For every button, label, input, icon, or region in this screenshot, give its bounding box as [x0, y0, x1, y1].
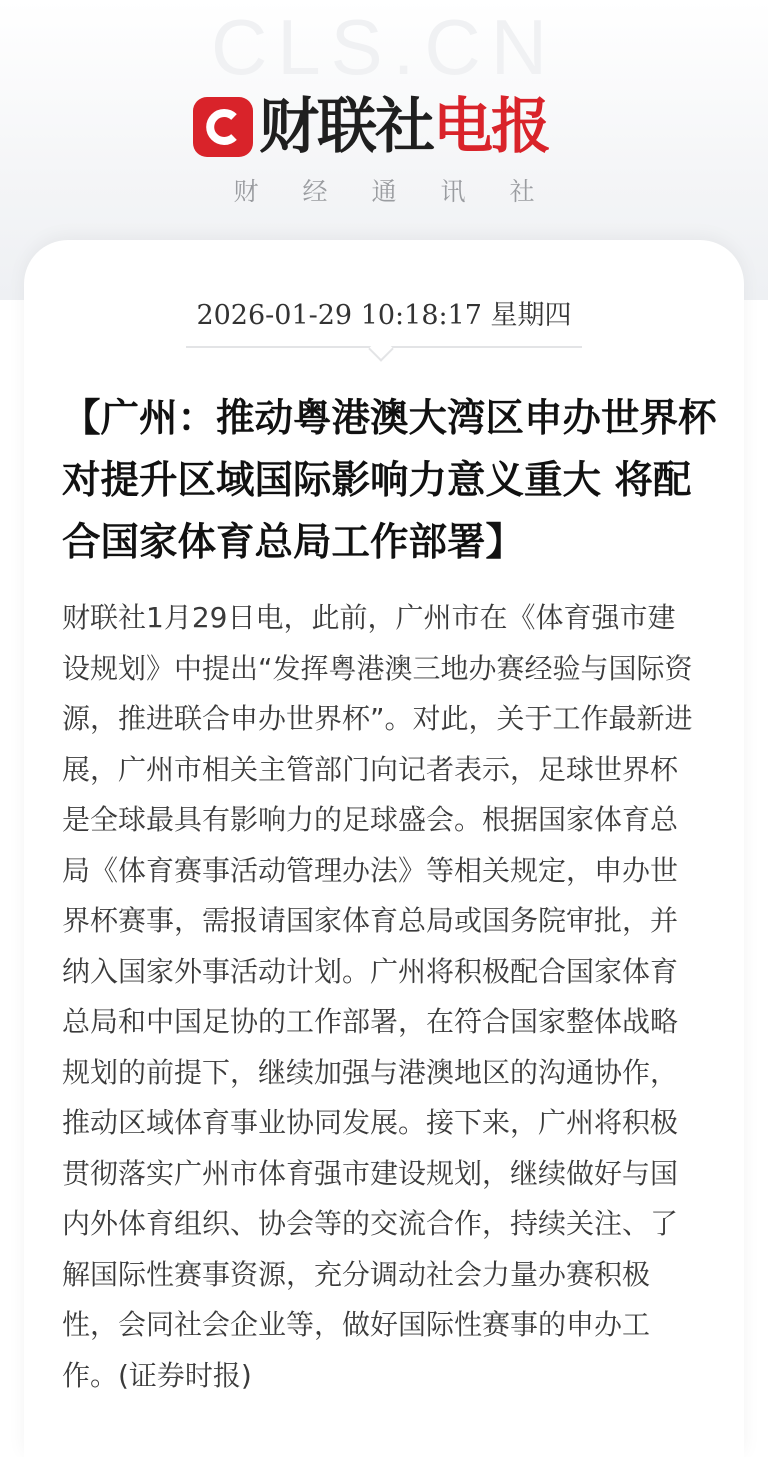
logo-c-glyph — [201, 105, 245, 149]
brand-name-highlight: 电报 — [433, 92, 549, 162]
article-headline: 【广州：推动粤港澳大湾区申办世界杯对提升区域国际影响力意义重大 将配合国家体育总局工作部署】 — [62, 396, 717, 565]
cls-logo-icon — [193, 97, 253, 157]
brand-logo — [193, 92, 549, 162]
brand-name: 财联社 — [259, 92, 433, 162]
watermark: CLS.CN — [210, 3, 558, 91]
publish-datetime: 2026-01-29 10:18:17 星期四 — [196, 300, 572, 331]
tagline: 财经通讯社 — [233, 177, 579, 206]
article-body: 财联社1月29日电，此前，广州市在《体育强市建设规划》中提出“发挥粤港澳三地办赛经验与国际资源，推进联合申办世界杯”。对此，关于工作最新进展，广州市相关主管部门向记者表示，足球世界杯是全球最具有影响力的足球盛会。根据国家体育总局《体育赛事活动管理办法》等相关规定，申办世界杯赛事，需报请国家体育总局或国务院审批，并纳入国家外事活动计划。广州将积极配合国家体育总局和中国足协的工作部署，在符合国家整体战略规划的前提下，继续加强与港澳地区的沟通协作，推动区域体育事业协同发展。接下来，广州将积极贯彻落实广州市体育强市建设规划，继续做好与国内外体育组织、协会等的交流合作，持续关注、了解国际性赛事资源，充分调动社会力量办赛积极性，会同社会企业等，做好国际性赛事的申办工作。(证券时报) — [62, 601, 693, 1392]
